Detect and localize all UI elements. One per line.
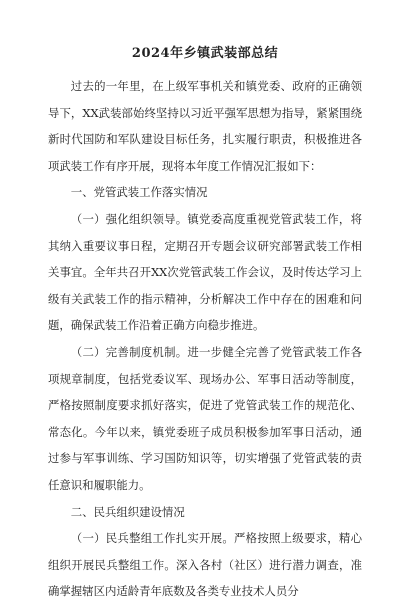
section-heading-2: 二、民兵组织建设情况 — [70, 504, 185, 519]
document-title: 2024年乡镇武装部总结 — [131, 46, 279, 61]
paragraph-system-mechanism: （二）完善制度机制。进一步健全完善了党管武装工作各项规章制度，包括党委议军、现场办公、军事日活动等制度，严格按照制度要求抓好落实，促进了党管武装工作的规范化、常态化。今年以来，镇党委班子成员积极参加军事日活动，通过参与军事训练、学习国防知识等，切实增强了党管武装的责任意识和履职能力。 — [48, 344, 362, 492]
document-body — [48, 73, 362, 605]
intro-paragraph: 过去的一年里，在上级军事机关和镇党委、政府的正确领导下，XX武装部始终坚持以习近平强军思想为指导，紧紧围绕新时代国防和军队建设目标任务，扎实履行职责，积极推进各项武装工作有序开展，现将本年度工作情况汇报如下： — [48, 79, 362, 173]
paragraph-militia-reorganization: （一）民兵整组工作扎实开展。严格按照上级要求，精心组织开展民兵整组工作。深入各村（社区）进行潜力调查，准确掌握辖区内适龄青年底数及各类专业技术人员分 — [48, 531, 362, 599]
paragraph-organization-leadership: （一）强化组织领导。镇党委高度重视党管武装工作，将其纳入重要议事日程，定期召开专题会议研究部署武装工作相关事宜。全年共召开XX次党管武装工作会议，及时传达学习上级有关武装工作的指示精神，分析解决工作中存在的困难和问题，确保武装工作沿着正确方向稳步推进。 — [48, 211, 362, 333]
section-heading-1: 一、党管武装工作落实情况 — [70, 185, 208, 200]
